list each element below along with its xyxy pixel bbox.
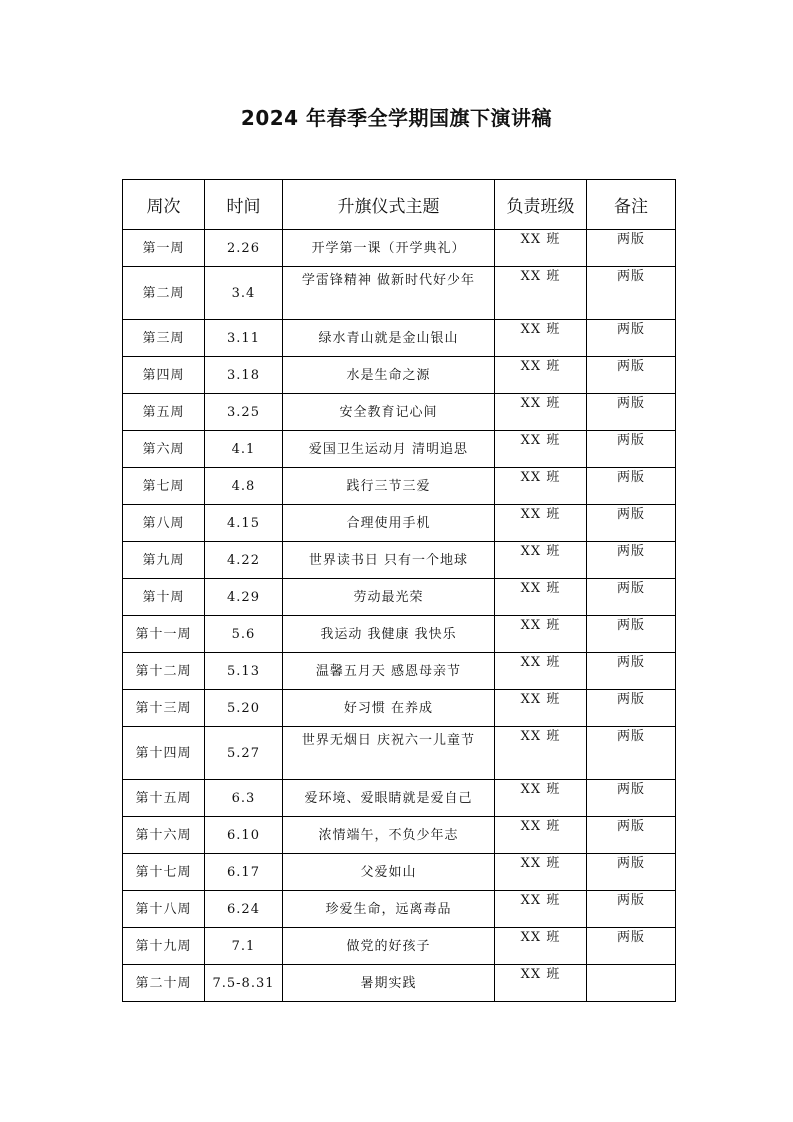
header-week: 周次 — [123, 180, 205, 230]
week-cell: 第七周 — [123, 468, 205, 505]
theme-cell: 我运动 我健康 我快乐 — [283, 616, 495, 653]
note-cell: 两版 — [587, 230, 676, 267]
table-row — [123, 653, 676, 690]
class-cell: XX 班 — [495, 505, 587, 542]
class-cell: XX 班 — [495, 817, 587, 854]
table-row — [123, 891, 676, 928]
week-cell: 第十九周 — [123, 928, 205, 965]
theme-cell: 爱环境、爱眼睛就是爱自己 — [283, 780, 495, 817]
note-cell: 两版 — [587, 267, 676, 320]
theme-cell: 合理使用手机 — [283, 505, 495, 542]
theme-cell: 世界读书日 只有一个地球 — [283, 542, 495, 579]
table-row — [123, 690, 676, 727]
date-cell: 4.29 — [205, 579, 283, 616]
note-cell: 两版 — [587, 928, 676, 965]
class-cell: XX 班 — [495, 431, 587, 468]
table-row — [123, 817, 676, 854]
class-cell: XX 班 — [495, 727, 587, 780]
document-title: 2024 年春季全学期国旗下演讲稿 — [240, 106, 553, 130]
date-cell: 3.18 — [205, 357, 283, 394]
note-cell: 两版 — [587, 394, 676, 431]
table-header-row — [123, 180, 676, 230]
theme-cell: 温馨五月天 感恩母亲节 — [283, 653, 495, 690]
class-cell: XX 班 — [495, 965, 587, 1002]
week-cell: 第一周 — [123, 230, 205, 267]
theme-cell: 安全教育记心间 — [283, 394, 495, 431]
note-cell: 两版 — [587, 727, 676, 780]
week-cell: 第十八周 — [123, 891, 205, 928]
class-cell: XX 班 — [495, 230, 587, 267]
table-row — [123, 468, 676, 505]
date-cell: 7.1 — [205, 928, 283, 965]
table-row — [123, 431, 676, 468]
theme-cell: 浓情端午，不负少年志 — [283, 817, 495, 854]
date-cell: 4.8 — [205, 468, 283, 505]
class-cell: XX 班 — [495, 320, 587, 357]
week-cell: 第十五周 — [123, 780, 205, 817]
theme-cell: 做党的好孩子 — [283, 928, 495, 965]
week-cell: 第十四周 — [123, 727, 205, 780]
date-cell: 3.25 — [205, 394, 283, 431]
note-cell: 两版 — [587, 320, 676, 357]
theme-cell: 暑期实践 — [283, 965, 495, 1002]
class-cell: XX 班 — [495, 653, 587, 690]
date-cell: 4.1 — [205, 431, 283, 468]
theme-cell: 学雷锋精神 做新时代好少年 — [283, 267, 495, 320]
note-cell: 两版 — [587, 357, 676, 394]
note-cell — [587, 965, 676, 1002]
note-cell: 两版 — [587, 854, 676, 891]
week-cell: 第九周 — [123, 542, 205, 579]
table-row — [123, 542, 676, 579]
theme-cell: 绿水青山就是金山银山 — [283, 320, 495, 357]
header-theme: 升旗仪式主题 — [283, 180, 495, 230]
theme-cell: 劳动最光荣 — [283, 579, 495, 616]
week-cell: 第十三周 — [123, 690, 205, 727]
date-cell: 6.3 — [205, 780, 283, 817]
date-cell: 3.4 — [205, 267, 283, 320]
note-cell: 两版 — [587, 616, 676, 653]
theme-cell: 珍爱生命，远离毒品 — [283, 891, 495, 928]
table-row — [123, 320, 676, 357]
table-row — [123, 965, 676, 1002]
note-cell: 两版 — [587, 579, 676, 616]
class-cell: XX 班 — [495, 267, 587, 320]
table-row — [123, 230, 676, 267]
class-cell: XX 班 — [495, 854, 587, 891]
note-cell: 两版 — [587, 431, 676, 468]
week-cell: 第四周 — [123, 357, 205, 394]
table-row — [123, 394, 676, 431]
class-cell: XX 班 — [495, 468, 587, 505]
class-cell: XX 班 — [495, 542, 587, 579]
theme-cell: 践行三节三爱 — [283, 468, 495, 505]
week-cell: 第三周 — [123, 320, 205, 357]
date-cell: 4.15 — [205, 505, 283, 542]
date-cell: 5.13 — [205, 653, 283, 690]
table-row — [123, 727, 676, 780]
class-cell: XX 班 — [495, 394, 587, 431]
note-cell: 两版 — [587, 690, 676, 727]
table-row — [123, 616, 676, 653]
date-cell: 6.10 — [205, 817, 283, 854]
note-cell: 两版 — [587, 891, 676, 928]
class-cell: XX 班 — [495, 928, 587, 965]
theme-cell: 世界无烟日 庆祝六一儿童节 — [283, 727, 495, 780]
class-cell: XX 班 — [495, 780, 587, 817]
class-cell: XX 班 — [495, 891, 587, 928]
table-row — [123, 780, 676, 817]
table-row — [123, 579, 676, 616]
week-cell: 第十六周 — [123, 817, 205, 854]
week-cell: 第六周 — [123, 431, 205, 468]
table-row — [123, 267, 676, 320]
class-cell: XX 班 — [495, 579, 587, 616]
note-cell: 两版 — [587, 653, 676, 690]
date-cell: 2.26 — [205, 230, 283, 267]
table-row — [123, 505, 676, 542]
date-cell: 5.27 — [205, 727, 283, 780]
table-row — [123, 854, 676, 891]
week-cell: 第二周 — [123, 267, 205, 320]
date-cell: 5.6 — [205, 616, 283, 653]
week-cell: 第五周 — [123, 394, 205, 431]
class-cell: XX 班 — [495, 616, 587, 653]
header-note: 备注 — [587, 180, 676, 230]
week-cell: 第二十周 — [123, 965, 205, 1002]
note-cell: 两版 — [587, 542, 676, 579]
date-cell: 6.17 — [205, 854, 283, 891]
note-cell: 两版 — [587, 780, 676, 817]
class-cell: XX 班 — [495, 690, 587, 727]
week-cell: 第八周 — [123, 505, 205, 542]
date-cell: 7.5-8.31 — [205, 965, 283, 1002]
date-cell: 6.24 — [205, 891, 283, 928]
note-cell: 两版 — [587, 817, 676, 854]
theme-cell: 好习惯 在养成 — [283, 690, 495, 727]
note-cell: 两版 — [587, 468, 676, 505]
schedule-table — [122, 179, 676, 1002]
week-cell: 第十七周 — [123, 854, 205, 891]
date-cell: 5.20 — [205, 690, 283, 727]
table-row — [123, 357, 676, 394]
theme-cell: 开学第一课（开学典礼） — [283, 230, 495, 267]
class-cell: XX 班 — [495, 357, 587, 394]
date-cell: 4.22 — [205, 542, 283, 579]
header-class: 负责班级 — [495, 180, 587, 230]
date-cell: 3.11 — [205, 320, 283, 357]
note-cell: 两版 — [587, 505, 676, 542]
week-cell: 第十周 — [123, 579, 205, 616]
theme-cell: 水是生命之源 — [283, 357, 495, 394]
week-cell: 第十二周 — [123, 653, 205, 690]
table-row — [123, 928, 676, 965]
theme-cell: 爱国卫生运动月 清明追思 — [283, 431, 495, 468]
week-cell: 第十一周 — [123, 616, 205, 653]
theme-cell: 父爱如山 — [283, 854, 495, 891]
header-date: 时间 — [205, 180, 283, 230]
